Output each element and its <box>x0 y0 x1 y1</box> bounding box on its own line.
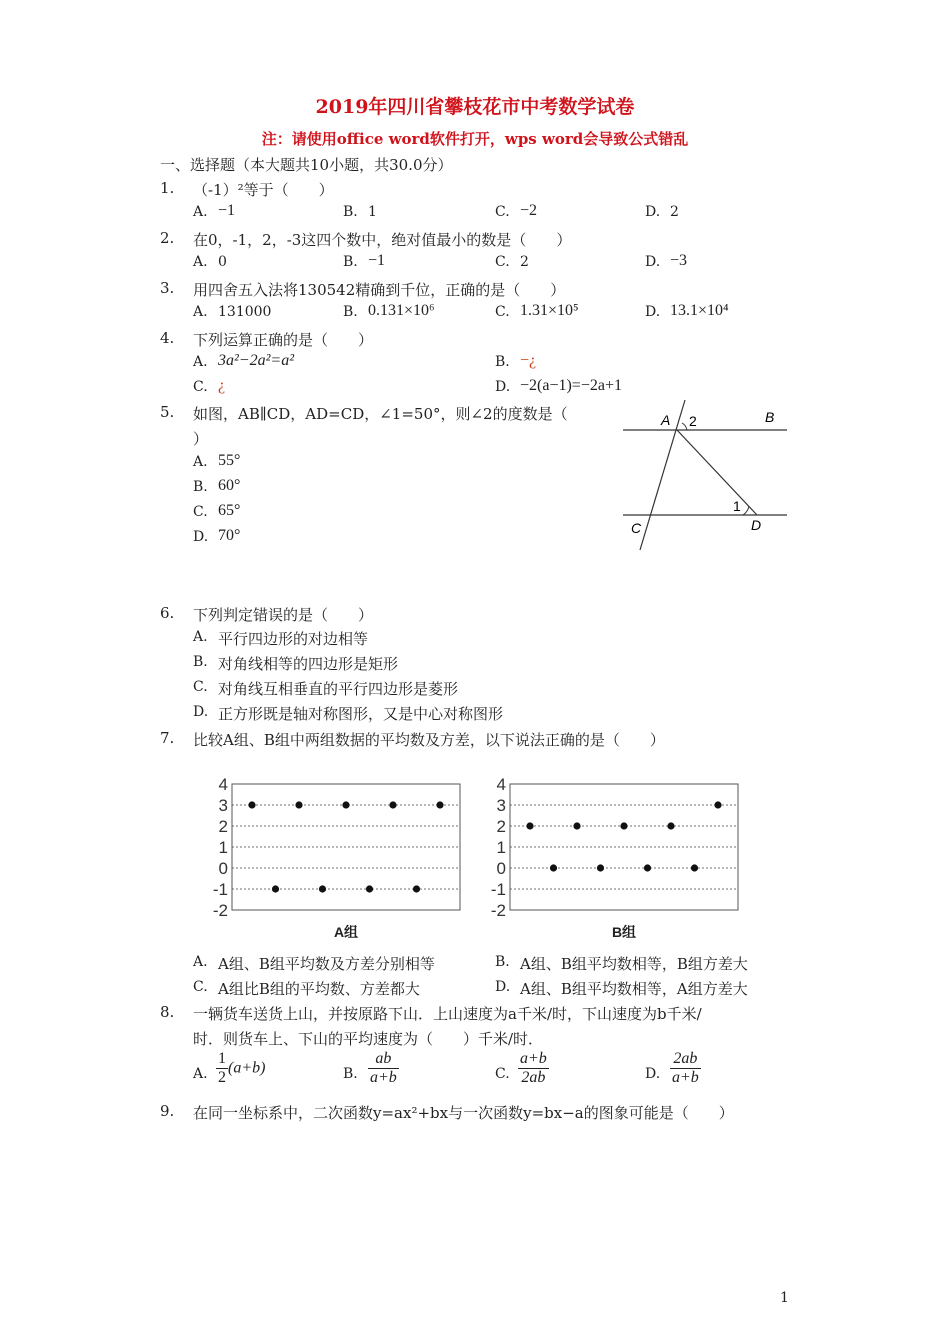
q2-option-c-label: C. <box>495 254 510 270</box>
page-title: 2019年四川省攀枝花市中考数学试卷 <box>315 96 635 118</box>
chart-group-b <box>478 776 743 946</box>
q5-stem: 如图，AB∥CD，AD=CD，∠1=50°，则∠2的度数是（ <box>193 405 568 423</box>
chart-a-y-tick-label: 0 <box>218 859 228 878</box>
q8-option-b-numerator: ab <box>368 1050 399 1069</box>
q4-option-a-label: A. <box>193 354 208 370</box>
label-a: A <box>661 412 671 428</box>
q7-option-d-label: D. <box>495 979 511 995</box>
q2-option-b: −1 <box>368 252 386 269</box>
chart-b-y-tick-label: 0 <box>496 859 506 878</box>
q9-number: 9. <box>160 1102 175 1120</box>
q6-option-d-label: D. <box>193 704 209 720</box>
chart-b-y-tick-label: -1 <box>490 880 506 899</box>
q4-option-c: ¿ <box>218 377 226 394</box>
chart-b-data-point <box>550 864 557 871</box>
chart-b-y-tick-label: 1 <box>496 838 506 857</box>
angle-1-arc <box>743 506 749 515</box>
chart-b-y-tick-label: 4 <box>496 776 506 794</box>
q1-option-c: −2 <box>520 202 538 219</box>
software-note: 注：请使用office word软件打开，wps word会导致公式错乱 <box>261 130 689 148</box>
q3-option-b-label: B. <box>343 304 358 320</box>
q8-option-d <box>670 1050 701 1087</box>
q2-option-a: 0 <box>218 254 227 270</box>
q6-option-b: 对角线相等的四边形是矩形 <box>218 655 399 673</box>
q2-option-d-label: D. <box>645 254 661 270</box>
chart-b-y-tick-label: 3 <box>496 796 506 815</box>
label-c: C <box>631 520 642 536</box>
q7-option-d: A组、B组平均数相等，A组方差大 <box>520 980 748 998</box>
q8-option-a-fraction <box>216 1050 228 1087</box>
q4-option-d: −2(a−1)=−2a+1 <box>520 377 622 394</box>
q8-option-c-fraction <box>518 1050 549 1087</box>
q6-option-a: 平行四边形的对边相等 <box>218 630 369 648</box>
q4-option-a: 3a²−2a²=a² <box>218 352 294 369</box>
q4-number: 4. <box>160 329 175 347</box>
chart-a-data-point <box>248 801 255 808</box>
q6-stem: 下列判定错误的是（ ） <box>193 606 374 624</box>
q8-option-c-denominator: 2ab <box>521 1069 546 1086</box>
q5-option-b-label: B. <box>193 479 208 495</box>
q8-option-b-denominator: a+b <box>370 1069 397 1086</box>
q3-option-a-label: A. <box>193 304 208 320</box>
q1-option-d: 2 <box>670 204 679 220</box>
q7-option-b: A组、B组平均数相等，B组方差大 <box>520 955 748 973</box>
q6-option-b-label: B. <box>193 654 208 670</box>
q2-option-b-label: B. <box>343 254 358 270</box>
chart-b-data-point <box>644 864 651 871</box>
chart-group-a <box>200 776 465 946</box>
chart-a-y-tick-label: -2 <box>212 901 228 920</box>
q8-option-a-rest: (a+b) <box>228 1059 266 1077</box>
page-number: 1 <box>780 1290 789 1306</box>
chart-a-data-point <box>272 885 279 892</box>
q2-option-d: −3 <box>670 252 688 269</box>
label-d: D <box>751 517 762 533</box>
chart-a-data-point <box>319 885 326 892</box>
chart-b-data-point <box>597 864 604 871</box>
chart-a-y-tick-label: 4 <box>218 776 228 794</box>
q8-option-b-fraction <box>368 1050 399 1087</box>
q6-option-d: 正方形既是轴对称图形，又是中心对称图形 <box>218 705 504 723</box>
q4-option-b-label: B. <box>495 354 510 370</box>
chart-a-data-point <box>413 885 420 892</box>
q8-stem-cont: 时．则货车上、下山的平均速度为（ ）千米/时． <box>193 1030 544 1048</box>
q3-stem: 用四舍五入法将130542精确到千位，正确的是（ ） <box>193 281 566 299</box>
chart-b-data-point <box>620 822 627 829</box>
q5-option-a-label: A. <box>193 454 208 470</box>
segment-ad <box>677 430 757 515</box>
q8-option-d-denominator: a+b <box>672 1069 699 1086</box>
q9-stem: 在同一坐标系中，二次函数y=ax²+bx与一次函数y=bx−a的图象可能是（ ） <box>193 1104 734 1122</box>
q7-option-c: A组比B组的平均数、方差都大 <box>218 980 420 998</box>
q2-number: 2. <box>160 229 175 247</box>
chart-b-data-point <box>667 822 674 829</box>
q6-option-a-label: A. <box>193 629 208 645</box>
q8-option-d-label: D. <box>645 1066 661 1082</box>
chart-a-data-point <box>389 801 396 808</box>
q3-option-c: 1.31×10⁵ <box>520 302 579 319</box>
chart-b-chart-title: B组 <box>611 924 637 940</box>
chart-a-data-point <box>366 885 373 892</box>
q5-number: 5. <box>160 403 175 421</box>
q1-option-b: 1 <box>368 204 377 220</box>
q5-option-c: 65° <box>218 502 241 519</box>
q5-option-d: 70° <box>218 527 241 544</box>
q5-geometry-figure <box>615 395 795 555</box>
q4-option-d-label: D. <box>495 379 511 395</box>
q1-option-c-label: C. <box>495 204 510 220</box>
q5-option-a: 55° <box>218 452 241 469</box>
q1-option-d-label: D. <box>645 204 661 220</box>
chart-a-data-point <box>295 801 302 808</box>
q8-option-a-label: A. <box>193 1066 208 1082</box>
q5-option-c-label: C. <box>193 504 208 520</box>
q7-option-a: A组、B组平均数及方差分别相等 <box>218 955 435 973</box>
q8-option-c <box>518 1050 549 1087</box>
q1-number: 1. <box>160 179 175 197</box>
q7-stem: 比较A组、B组中两组数据的平均数及方差，以下说法正确的是（ ） <box>193 731 665 749</box>
q8-option-a-numerator: 1 <box>218 1050 226 1067</box>
q8-option-c-numerator: a+b <box>520 1050 547 1067</box>
q8-option-b-label: B. <box>343 1066 358 1082</box>
chart-a-y-tick-label: -1 <box>212 880 228 899</box>
q8-option-b <box>368 1050 399 1087</box>
q3-option-d: 13.1×10⁴ <box>670 302 729 319</box>
section-heading: 一、选择题（本大题共10小题，共30.0分） <box>160 156 453 174</box>
q2-stem: 在0，-1，2，-3这四个数中，绝对值最小的数是（ ） <box>193 231 572 249</box>
chart-a-y-tick-label: 1 <box>218 838 228 857</box>
chart-b-y-tick-label: 2 <box>496 817 506 836</box>
q3-option-b: 0.131×10⁶ <box>368 302 435 319</box>
q8-option-d-numerator: 2ab <box>670 1050 701 1069</box>
q6-option-c: 对角线互相垂直的平行四边形是菱形 <box>218 680 459 698</box>
chart-b-data-point <box>714 801 721 808</box>
q8-option-a-denominator: 2 <box>218 1069 226 1086</box>
q1-option-a-label: A. <box>193 204 208 220</box>
q7-option-c-label: C. <box>193 979 208 995</box>
q8-option-d-fraction <box>670 1050 701 1087</box>
q8-option-c-label: C. <box>495 1066 510 1082</box>
q8-stem: 一辆货车送货上山，并按原路下山．上山速度为a千米/时，下山速度为b千米/ <box>193 1005 702 1023</box>
q3-option-c-label: C. <box>495 304 510 320</box>
q3-option-a: 131000 <box>218 304 272 320</box>
q4-stem: 下列运算正确的是（ ） <box>193 331 374 349</box>
q1-option-a: −1 <box>218 202 236 219</box>
angle-2-arc <box>682 423 687 430</box>
q7-option-a-label: A. <box>193 954 208 970</box>
q5-stem-cont: ） <box>193 430 209 448</box>
chart-a-chart-title: A组 <box>333 924 359 940</box>
chart-a-y-tick-label: 2 <box>218 817 228 836</box>
chart-b-data-point <box>573 822 580 829</box>
q6-option-c-label: C. <box>193 679 208 695</box>
q3-option-d-label: D. <box>645 304 661 320</box>
chart-b-data-point <box>691 864 698 871</box>
q6-number: 6. <box>160 604 175 622</box>
label-1: 1 <box>733 498 741 514</box>
q4-option-c-label: C. <box>193 379 208 395</box>
q5-option-d-label: D. <box>193 529 209 545</box>
q1-option-b-label: B. <box>343 204 358 220</box>
chart-a-data-point <box>342 801 349 808</box>
q2-option-a-label: A. <box>193 254 208 270</box>
chart-b-y-tick-label: -2 <box>490 901 506 920</box>
q2-option-c: 2 <box>520 254 529 270</box>
q5-option-b: 60° <box>218 477 241 494</box>
label-b: B <box>765 409 775 425</box>
q4-option-b: −¿ <box>520 352 537 369</box>
q3-number: 3. <box>160 279 175 297</box>
q7-option-b-label: B. <box>495 954 510 970</box>
chart-a-data-point <box>436 801 443 808</box>
q8-option-a <box>216 1050 265 1087</box>
q1-stem: （-1）²等于（ ） <box>193 181 334 199</box>
chart-b-data-point <box>526 822 533 829</box>
q8-number: 8. <box>160 1003 175 1021</box>
q7-number: 7. <box>160 729 175 747</box>
chart-a-y-tick-label: 3 <box>218 796 228 815</box>
label-2: 2 <box>689 413 697 429</box>
